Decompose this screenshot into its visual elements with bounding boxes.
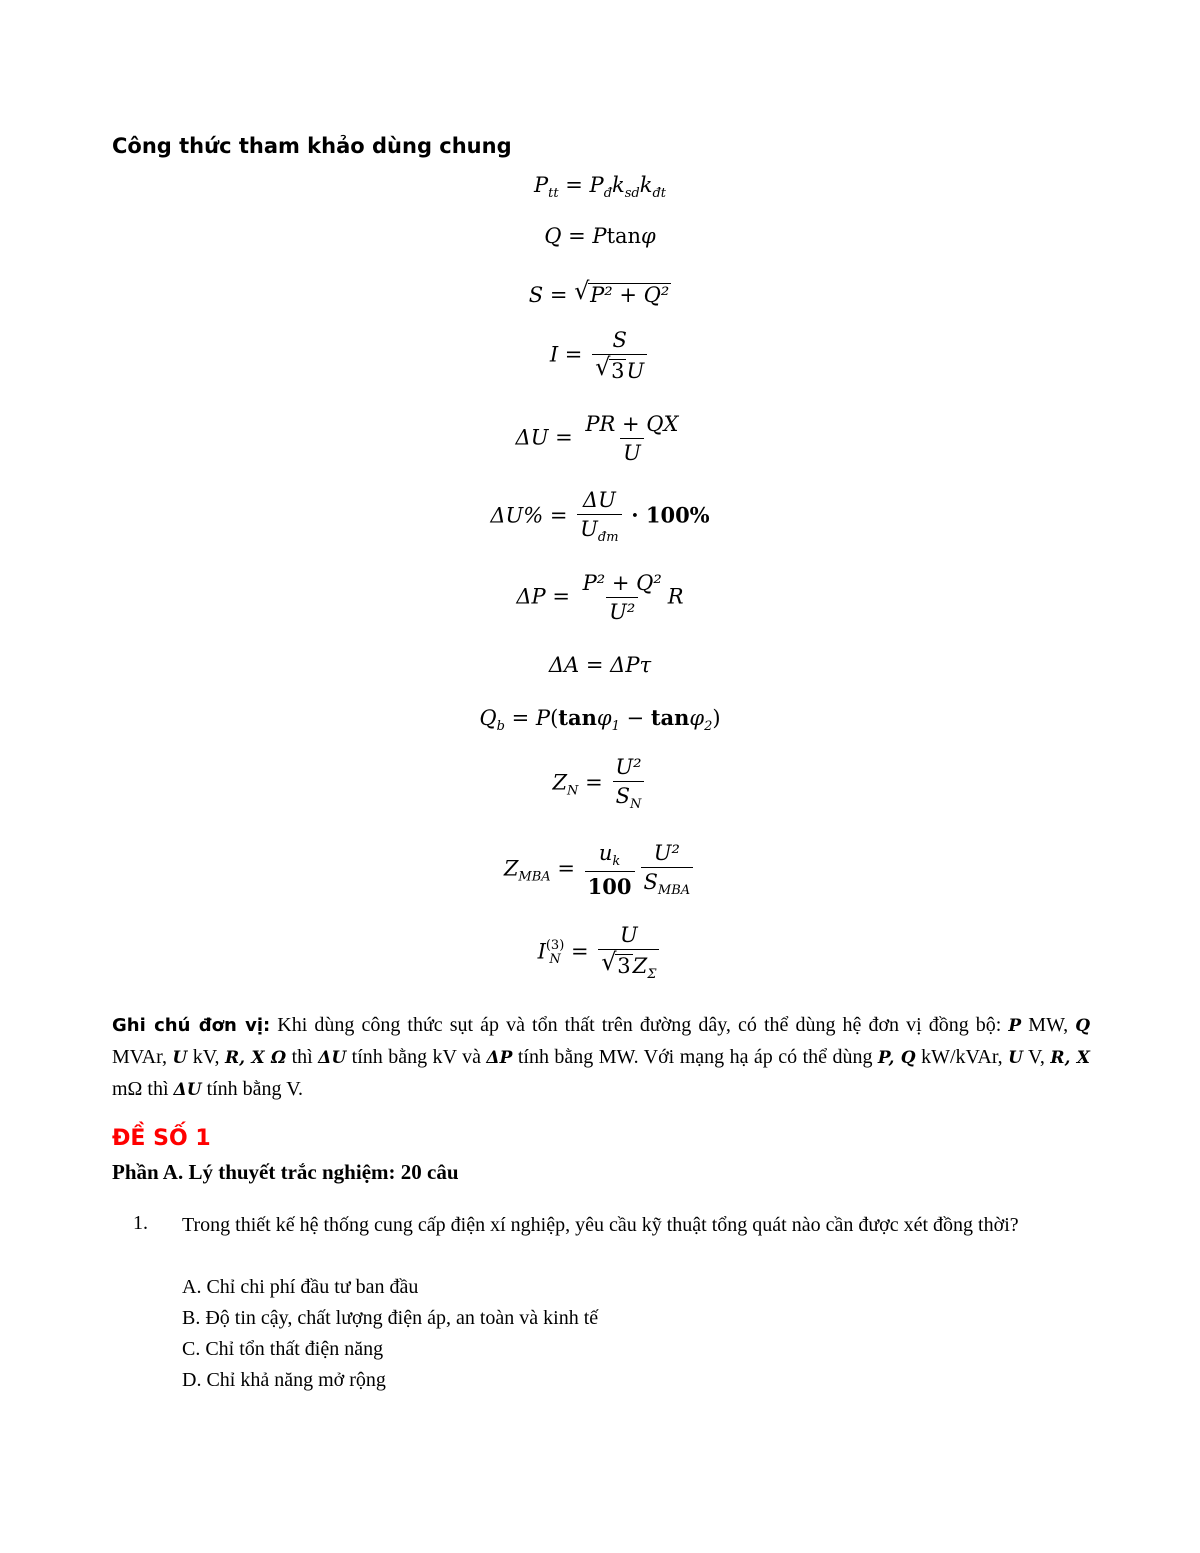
formula-operator: = <box>549 283 568 307</box>
formula-delta-u-percent <box>0 490 1200 544</box>
formula-operator: = <box>555 425 573 450</box>
formula-tail: · 100% <box>631 502 710 528</box>
note-var: R, X <box>1050 1048 1090 1068</box>
formula-symbol: ΔU% <box>490 503 544 528</box>
note-text: tính bằng kV và <box>346 1046 487 1068</box>
formula-delta-p <box>0 573 1200 623</box>
formula-symbol: I <box>537 939 546 964</box>
answer-option-c: C. Chỉ tổn thất điện năng <box>182 1338 384 1360</box>
formula-symbol: ΔU <box>515 425 549 450</box>
formula-symbol: I <box>549 342 559 367</box>
formula-symbol: φ <box>689 706 705 730</box>
fraction-numerator: U² <box>653 841 680 865</box>
fraction <box>612 757 644 811</box>
formula-subscript: 1 <box>611 719 620 734</box>
formula-ptt <box>0 175 1200 200</box>
fraction <box>585 843 635 897</box>
fraction-denominator <box>577 514 621 544</box>
formula-delta-u <box>0 414 1200 464</box>
fraction-numerator: U <box>620 923 638 947</box>
formula-qb <box>0 707 1200 733</box>
note-var: ΔP <box>486 1048 513 1068</box>
formula-symbol: ΔP <box>516 584 546 609</box>
fraction-numerator: S <box>612 328 627 352</box>
formula-in3 <box>0 925 1200 981</box>
formula-symbol: Q <box>479 706 497 730</box>
formula-symbol: S <box>615 784 630 808</box>
exam-title: ĐỀ SỐ 1 <box>112 1126 211 1151</box>
formula-symbol: P <box>535 706 551 730</box>
note-var: P, Q <box>877 1048 916 1068</box>
formula-symbol: k <box>612 173 625 197</box>
formula-subscript: đt <box>652 186 667 201</box>
fraction <box>598 925 659 981</box>
note-text: kV, <box>187 1046 226 1068</box>
formula-operator: = <box>565 173 583 197</box>
formula-symbol: φ <box>641 224 656 248</box>
note-var: ΔU <box>318 1048 347 1068</box>
formula-operator: − <box>626 706 645 730</box>
fraction-denominator: U <box>620 438 644 464</box>
unit-note <box>112 1010 1090 1106</box>
formula-symbol: Z <box>632 954 648 978</box>
formula-s <box>0 277 1200 307</box>
page-title: Công thức tham khảo dùng chung <box>112 134 512 158</box>
formula-symbol: S <box>643 870 658 894</box>
fraction-denominator: √ $3Z_\Sigma$ <box>598 949 659 981</box>
formula-operator: = <box>511 706 530 730</box>
formula-function: tan <box>606 224 642 248</box>
formula-function: tan <box>650 705 690 730</box>
formula-zn <box>0 757 1200 811</box>
note-text: tính bằng V. <box>201 1078 304 1100</box>
formula-operator: = <box>568 224 586 248</box>
fraction <box>592 330 647 382</box>
formula-radicand: P² + Q² <box>590 283 670 307</box>
formula-subscript: 2 <box>704 719 713 734</box>
formula-operator: = <box>564 342 583 367</box>
formula-operator: = <box>570 939 589 964</box>
formula-subscript: N <box>567 783 579 799</box>
answer-option-a: A. Chỉ chi phí đầu tư ban đầu <box>182 1276 419 1298</box>
formula-subscript: tt <box>548 186 559 201</box>
answer-option-b: B. Độ tin cậy, chất lượng điện áp, an toàn và kinh tế <box>182 1307 599 1329</box>
formula-delta-a: ΔA = ΔPτ <box>548 653 652 677</box>
formula-function: tan <box>558 705 597 730</box>
formula-symbol: P <box>589 173 604 197</box>
fraction-denominator: √ 3U <box>592 354 647 382</box>
sqrt-sign: √ P² + Q² <box>574 277 670 307</box>
formula-symbol: Z <box>552 770 568 795</box>
fraction-numerator: U² <box>615 755 642 779</box>
formula-radicand: 3 <box>617 954 631 978</box>
note-text: MVAr, <box>112 1046 173 1068</box>
formula-symbol: k <box>639 173 653 197</box>
note-var: U <box>1008 1048 1023 1068</box>
formula-paren: ( <box>550 706 559 730</box>
fraction-numerator <box>596 843 623 871</box>
fraction-denominator <box>641 867 694 897</box>
formula-subscript: N <box>549 952 561 967</box>
fraction-numerator: PR + QX <box>585 412 679 436</box>
formula-symbol: Z <box>503 856 519 881</box>
formula-operator: = <box>557 856 575 881</box>
formula-subscript: k <box>612 854 621 869</box>
part-title: Phần A. Lý thuyết trắc nghiệm: 20 câu <box>112 1160 459 1184</box>
formula-operator: = <box>585 770 603 795</box>
formula-subscript: MBA <box>657 883 691 898</box>
formula-subscript: Σ <box>647 967 657 982</box>
fraction-denominator <box>613 781 645 811</box>
formula-q <box>0 226 1200 247</box>
formula-symbol: Q <box>544 224 562 248</box>
note-label: Ghi chú đơn vị: <box>112 1015 271 1036</box>
fraction <box>580 573 665 623</box>
formula-subscript: b <box>496 719 505 734</box>
question-text: Trong thiết kế hệ thống cung cấp điện xí nghiệp, yêu cầu kỹ thuật tổng quát nào cần được xét đồng thời? <box>182 1214 1019 1236</box>
formula-symbol: P <box>592 224 607 248</box>
fraction-denominator: 100 <box>585 871 635 897</box>
note-var: R, X Ω <box>225 1048 287 1068</box>
formula-zmba <box>0 843 1200 897</box>
formula-symbol: S <box>528 283 544 307</box>
note-text: tính bằng MW. Với mạng hạ áp có thể dùng <box>512 1046 878 1068</box>
formula-symbol: φ <box>596 706 612 730</box>
fraction-numerator: ΔU <box>582 488 616 512</box>
note-var: ΔU <box>173 1080 202 1100</box>
note-text: V, <box>1022 1046 1051 1068</box>
fraction <box>582 414 681 464</box>
formula-operator: = <box>552 584 570 609</box>
fraction-numerator: P² + Q² <box>582 571 662 595</box>
fraction-denominator: U² <box>606 597 638 623</box>
formula-subscript: sd <box>624 186 640 201</box>
fraction <box>641 843 694 897</box>
fraction <box>577 490 621 544</box>
formula-radicand: 3 <box>611 359 625 383</box>
formula-subscript: đ <box>603 186 613 201</box>
note-var: Q <box>1075 1016 1090 1036</box>
formula-operator: = <box>549 503 568 528</box>
formula-symbol: U <box>580 517 598 541</box>
formula-superscript: (3) <box>545 937 565 953</box>
note-text: thì <box>286 1046 319 1068</box>
formula-subscript: đm <box>597 530 619 545</box>
note-text: MW, <box>1021 1014 1076 1036</box>
formula-subscript: MBA <box>518 869 551 885</box>
note-text: mΩ thì <box>112 1078 174 1100</box>
answer-option-d: D. Chỉ khả năng mở rộng <box>182 1369 386 1391</box>
formula-symbol: P <box>533 173 549 197</box>
note-var: U <box>172 1048 188 1068</box>
note-text: Khi dùng công thức sụt áp và tổn thất trên đường dây, có thể dùng hệ đơn vị đồng bộ: <box>270 1014 1009 1036</box>
formula-paren: ) <box>712 706 721 730</box>
note-var: P <box>1008 1016 1022 1036</box>
question-number: 1. <box>133 1212 148 1234</box>
formula-symbol: R <box>667 584 684 609</box>
formula-symbol: U <box>626 359 645 383</box>
note-text: kW/kVAr, <box>915 1046 1009 1068</box>
formula-symbol: u <box>598 841 613 865</box>
formula-i <box>0 330 1200 382</box>
formula-subscript: N <box>629 797 642 812</box>
